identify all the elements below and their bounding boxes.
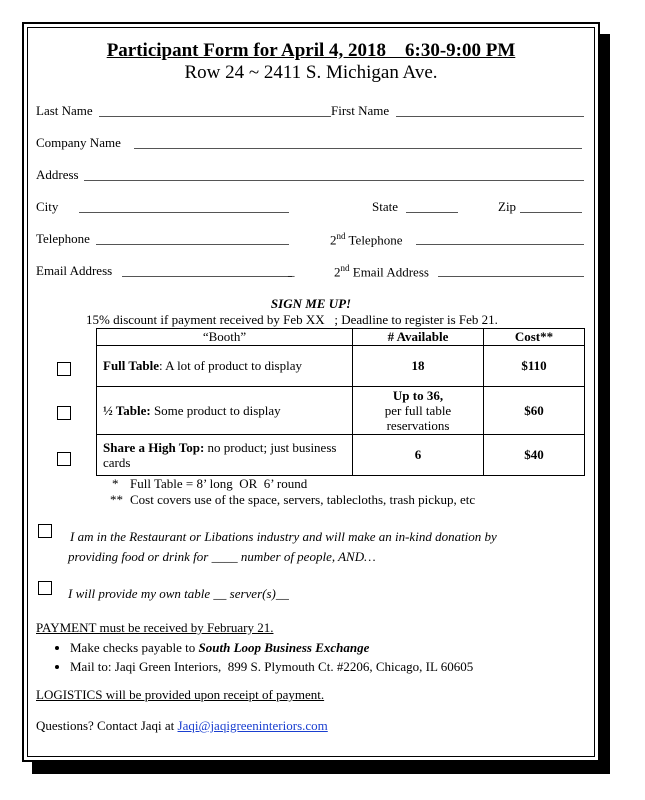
address-field[interactable] <box>84 180 584 181</box>
own-table-text: I will provide my own table __ server(s)__ <box>68 586 289 601</box>
telephone-field[interactable] <box>96 244 289 245</box>
list-item: • Make checks payable to South Loop Business Exchange <box>70 638 473 657</box>
donation-text-line1: I am in the Restaurant or Libations industry and will make an in-kind donation by <box>70 529 497 544</box>
telephone-label: Telephone <box>36 231 90 246</box>
contact-email-link[interactable]: Jaqi@jaqigreeninteriors.com <box>177 718 328 733</box>
zip-field[interactable] <box>520 212 582 213</box>
booth-cell: ½ Table: Some product to display <box>97 387 353 435</box>
note2-text: Cost covers use of the space, servers, tablecloths, trash pickup, etc <box>130 492 476 507</box>
cost-cell: $40 <box>484 435 585 476</box>
zip-label: Zip <box>498 199 517 214</box>
second-email-label: 2nd Email Address <box>334 263 429 280</box>
form-frame <box>22 22 600 762</box>
second-telephone-label: 2nd Telephone <box>330 231 403 248</box>
contact-line: Questions? Contact Jaqi at Jaqi@jaqigreeninteriors.com <box>36 718 328 733</box>
company-name-field[interactable] <box>134 148 582 149</box>
state-field[interactable] <box>406 212 458 213</box>
email-label: Email Address <box>36 263 113 278</box>
second-telephone-field[interactable] <box>416 244 584 245</box>
booth-cell: Full Table: A lot of product to display <box>97 346 353 387</box>
email-field[interactable] <box>122 276 292 277</box>
second-email-field[interactable] <box>438 276 584 277</box>
city-field[interactable] <box>79 212 289 213</box>
cost-cell: $60 <box>484 387 585 435</box>
table-row <box>97 387 585 435</box>
first-name-label: First Name <box>331 103 390 118</box>
col-booth: “Booth” <box>97 329 353 346</box>
own-table-checkbox[interactable] <box>38 581 52 595</box>
available-cell: Up to 36, per full table reservations <box>353 387 484 435</box>
last-name-field[interactable] <box>99 116 331 117</box>
table-row <box>97 435 585 476</box>
donation-checkbox[interactable] <box>38 524 52 538</box>
last-name-label: Last Name <box>36 103 93 118</box>
payment-list <box>48 638 473 676</box>
first-name-field[interactable] <box>396 116 584 117</box>
available-cell: 18 <box>353 346 484 387</box>
state-label: State <box>372 199 398 214</box>
event-location: Row 24 ~ 2411 S. Michigan Ave. <box>184 62 438 83</box>
table-header-row <box>97 329 585 346</box>
email-trail: _ <box>288 263 295 278</box>
available-cell: 6 <box>353 435 484 476</box>
payment-heading: PAYMENT must be received by February 21. <box>36 620 274 635</box>
table-row <box>97 346 585 387</box>
list-item: • Mail to: Jaqi Green Interiors, 899 S. Plymouth Ct. #2206, Chicago, IL 60605 <box>70 657 473 676</box>
form-title: Participant Form for April 4, 2018 6:30-9:00 PM <box>106 40 516 61</box>
col-cost: Cost** <box>484 329 585 346</box>
col-available: # Available <box>353 329 484 346</box>
discount-note: 15% discount if payment received by Feb XX ; Deadline to register is Feb 21. <box>86 312 498 327</box>
note1-marker: * <box>112 476 119 491</box>
note2-marker: ** <box>110 492 123 507</box>
high-top-checkbox[interactable] <box>57 452 71 466</box>
half-table-checkbox[interactable] <box>57 406 71 420</box>
address-label: Address <box>36 167 79 182</box>
note1-text: Full Table = 8’ long OR 6’ round <box>130 476 308 491</box>
booth-options-table <box>96 328 585 476</box>
sign-me-up-heading: SIGN ME UP! <box>270 296 352 311</box>
company-name-label: Company Name <box>36 135 121 150</box>
booth-cell: Share a High Top: no product; just business cards <box>97 435 353 476</box>
full-table-checkbox[interactable] <box>57 362 71 376</box>
cost-cell: $110 <box>484 346 585 387</box>
city-label: City <box>36 199 59 214</box>
logistics-note: LOGISTICS will be provided upon receipt of payment. <box>36 687 325 702</box>
donation-text-line2: providing food or drink for ____ number of people, AND… <box>68 549 376 564</box>
